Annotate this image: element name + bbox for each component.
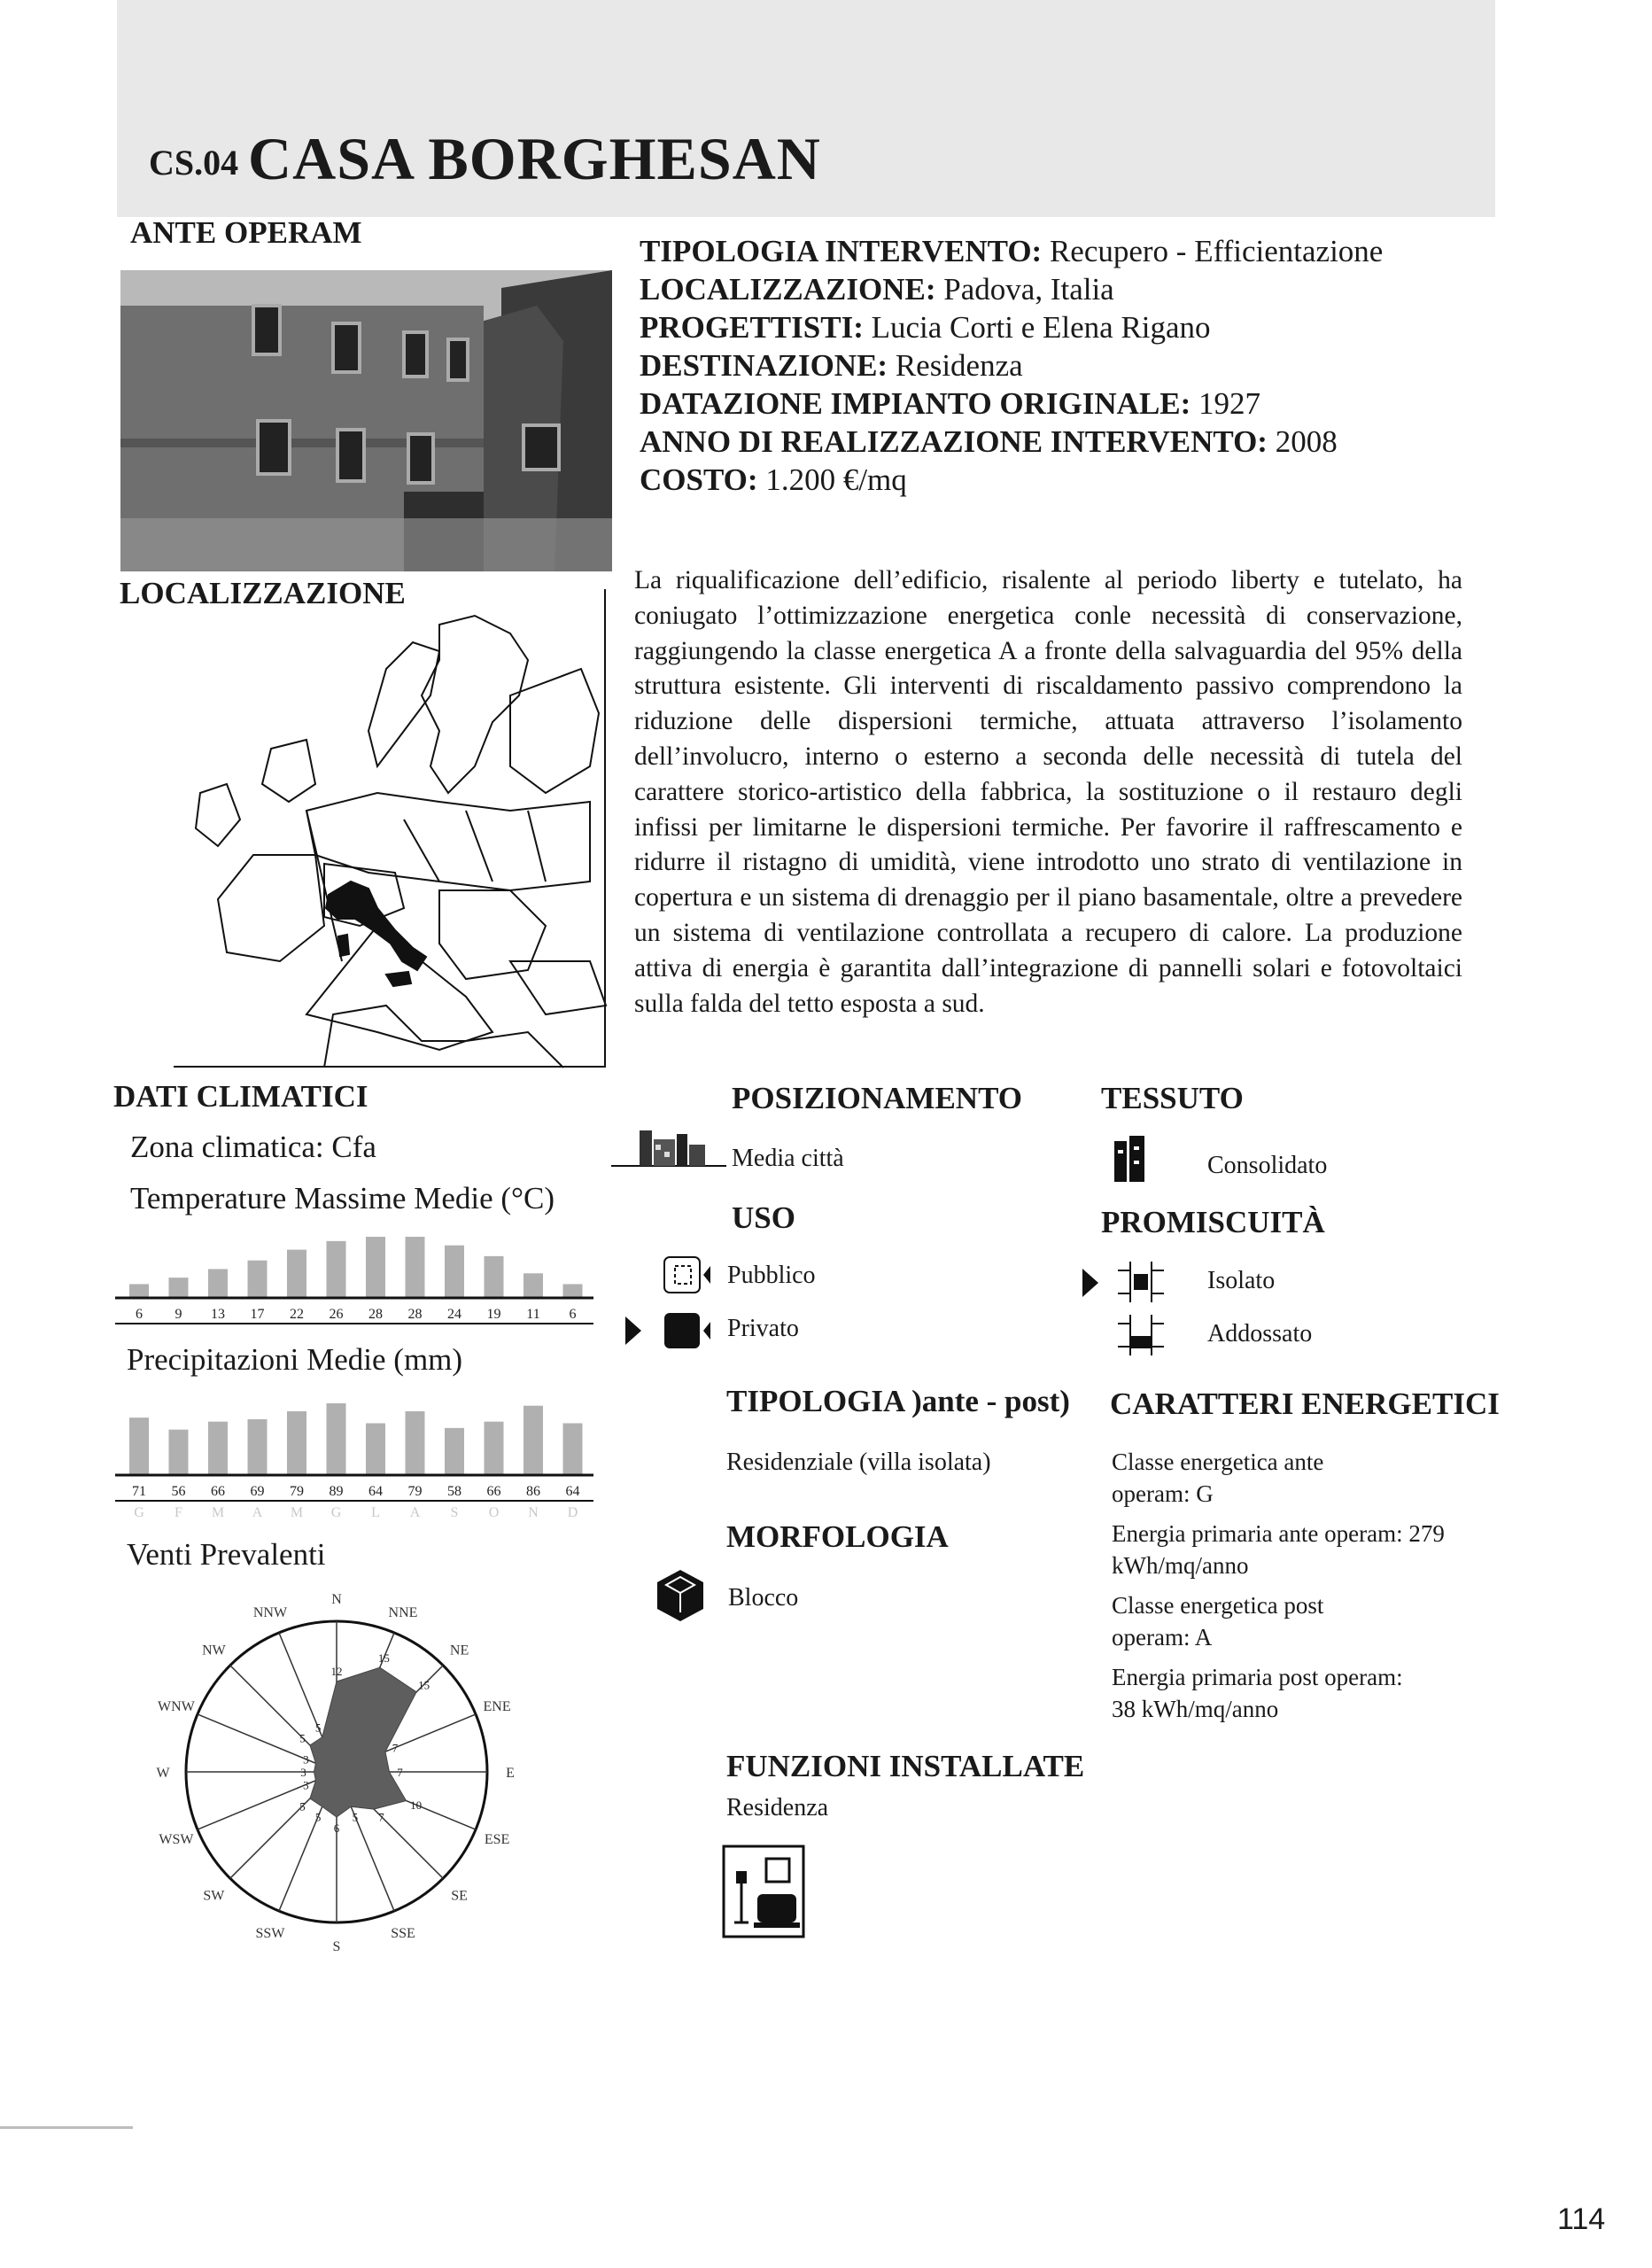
info-row-progettisti: PROGETTISTI: Lucia Corti e Elena Rigano [640,310,1211,345]
section-caratteri-energetici: CARATTERI ENERGETICI [1110,1386,1500,1421]
bar-value-label-0: 6 [136,1307,143,1322]
uso-privato-label: Privato [727,1315,799,1342]
bar-6 [366,1423,385,1474]
wind-dir-label-SSE: SSE [391,1926,415,1942]
bar-0 [129,1418,149,1474]
temperature-chart [115,1231,593,1329]
bar-value-label-2: 66 [211,1484,225,1499]
promiscuita-isolato-label: Isolato [1207,1267,1276,1294]
wind-dir-label-E: E [506,1766,515,1781]
wind-dir-label-ESE: ESE [484,1832,510,1848]
month-label-5: G [330,1505,342,1520]
wind-rose-chart [142,1581,531,1954]
section-tessuto: TESSUTO [1101,1081,1244,1115]
bar-value-label-10: 11 [526,1307,540,1322]
page-number: 114 [1557,2202,1606,2236]
wind-value-label-1: 15 [377,1651,390,1666]
uso-selected-arrow-icon [625,1317,641,1345]
section-uso: USO [732,1200,795,1235]
project-info [640,232,1534,499]
bar-1 [169,1430,189,1474]
bar-value-label-6: 64 [368,1484,383,1499]
bar-7 [406,1237,425,1297]
wind-value-label-10: 5 [299,1799,306,1814]
wind-dir-label-S: S [332,1939,341,1954]
wind-value-label-9: 5 [314,1810,322,1824]
info-row-costo: COSTO: 1.200 €/mq [640,462,907,497]
block-cube-icon [655,1568,705,1627]
bar-10 [524,1406,543,1474]
uso-pubblico-label: Pubblico [727,1262,816,1289]
wind-dir-label-NW: NW [202,1643,226,1658]
bar-value-label-5: 26 [329,1307,344,1322]
bar-9 [485,1256,504,1297]
month-label-0: G [134,1505,144,1520]
bar-value-label-9: 19 [486,1307,501,1322]
wind-value-label-12: 3 [300,1766,306,1779]
section-funzioni-installate: FUNZIONI INSTALLATE [726,1749,1085,1783]
bar-value-label-4: 22 [290,1307,304,1322]
funzioni-value: Residenza [726,1794,829,1821]
bar-2 [208,1422,228,1474]
section-dati-climatici: DATI CLIMATICI [113,1079,368,1114]
bar-10 [524,1273,543,1297]
private-space-icon [663,1311,712,1355]
bar-value-label-2: 13 [211,1307,225,1322]
energia-ante: Energia primaria ante operam: 279 kWh/mq/anno [1112,1520,1445,1579]
section-ante-operam: ANTE OPERAM [130,215,362,250]
section-localizzazione: LOCALIZZAZIONE [120,576,406,610]
bar-8 [445,1428,464,1474]
bar-5 [327,1403,346,1474]
wind-value-label-15: 5 [314,1720,322,1735]
wind-value-label-6: 7 [378,1810,384,1824]
precipitation-chart [115,1400,593,1528]
case-code: CS.04 [149,143,239,183]
wind-value-label-14: 5 [299,1731,306,1745]
dense-blocks-icon [1114,1136,1144,1186]
section-morfologia: MORFOLOGIA [726,1519,949,1554]
bar-value-label-6: 28 [368,1307,383,1322]
bar-3 [248,1419,268,1474]
section-promiscuita: PROMISCUITÀ [1101,1205,1325,1239]
bar-1 [169,1278,189,1297]
section-posizionamento: POSIZIONAMENTO [732,1081,1023,1115]
bar-value-label-5: 89 [329,1484,344,1499]
morfologia-value: Blocco [728,1584,799,1612]
wind-dir-label-WNW: WNW [158,1698,195,1714]
wind-value-label-0: 12 [330,1665,343,1678]
classe-post: Classe energetica post operam: A [1112,1592,1324,1651]
wind-value-label-11: 3 [303,1778,309,1792]
info-row-datazione: DATAZIONE IMPIANTO ORIGINALE: 1927 [640,386,1261,421]
info-row-destinazione: DESTINAZIONE: Residenza [640,348,1023,383]
month-label-10: N [528,1505,539,1520]
bar-value-label-10: 86 [526,1484,540,1499]
wind-dir-label-NE: NE [449,1643,469,1658]
bar-value-label-4: 79 [290,1484,304,1499]
bar-11 [563,1284,583,1297]
classe-ante: Classe energetica ante operam: G [1112,1449,1324,1507]
info-row-anno: ANNO DI REALIZZAZIONE INTERVENTO: 2008 [640,424,1338,459]
wind-dir-label-NNE: NNE [388,1604,418,1620]
month-label-1: F [175,1505,182,1520]
attached-building-icon [1118,1315,1164,1360]
wind-dir-label-SE: SE [451,1888,468,1904]
page-title: CASA BORGHESAN [248,125,821,192]
bar-value-label-3: 17 [250,1307,265,1322]
bar-value-label-0: 71 [132,1484,146,1499]
residence-icon [722,1845,805,1943]
bar-value-label-3: 69 [250,1484,265,1499]
month-label-9: O [488,1505,500,1520]
month-label-8: S [450,1505,459,1520]
tessuto-label: Consolidato [1207,1152,1328,1179]
bar-value-label-11: 64 [565,1484,580,1499]
bar-value-label-9: 66 [486,1484,501,1499]
energia-post: Energia primaria post operam: 38 kWh/mq/anno [1112,1664,1403,1722]
bar-value-label-7: 79 [407,1484,423,1499]
wind-value-label-13: 3 [303,1752,309,1767]
tipologia-value: Residenziale (villa isolata) [726,1449,991,1476]
wind-value-label-5: 10 [410,1798,423,1813]
bar-6 [366,1237,385,1297]
isolated-building-icon [1118,1262,1164,1307]
info-row-localizzazione: LOCALIZZAZIONE: Padova, Italia [640,272,1114,307]
wind-dir-label-N: N [331,1592,342,1607]
wind-value-label-3: 7 [392,1741,399,1755]
wind-value-label-7: 5 [352,1810,359,1824]
month-label-3: A [252,1505,263,1520]
bar-9 [485,1422,504,1474]
bar-4 [287,1411,306,1474]
month-label-4: M [290,1505,304,1520]
description-text: La riqualificazione dell’edificio, risalente al periodo liberty e tutelato, ha coniugato l’ottimizzazione energetica conle necessità di conservazione, raggiungendo la classe energetica A a fronte della salvaguardia del 95% della struttura esistente. Gli interventi di riscaldamento passivo comprendono la riduzione delle dispersioni termiche, attuata attraverso l’isolamento dell’involucro, interno o esterno a seconda delle necessità di tutela del carattere storico-artistico della fabbrica, la sostituzione o il restauro degli infissi per limitarne le dispersioni termiche. Per favorire il raffrescamento e ridurre il ristagno di umidità, viene introdotto uno strato di ventilazione in copertura e un sistema di drenaggio per il piano basamentale, oltre a prevedere un sistema di ventilazione controllata a recupero di calore. La produzione attiva di energia è garantita dall’integrazione di pannelli solari e fotovoltaici sulla falda del tetto esposta a sud. [634,566,1462,1018]
month-label-6: L [371,1505,380,1520]
bar-value-label-1: 9 [175,1307,182,1322]
climate-zone: Zona climatica: Cfa [130,1130,376,1164]
month-label-11: D [567,1505,578,1520]
section-tipologia: TIPOLOGIA )ante - post) [726,1384,1070,1418]
wind-dir-label-W: W [156,1766,170,1781]
bar-value-label-7: 28 [407,1307,423,1322]
bar-value-label-8: 58 [447,1484,461,1499]
month-label-2: M [211,1505,225,1520]
public-space-icon [663,1255,712,1299]
bar-value-label-11: 6 [569,1307,577,1322]
wind-dir-label-NNW: NNW [252,1604,288,1620]
city-icon [611,1125,726,1174]
wind-dir-label-SSW: SSW [255,1926,285,1942]
wind-dir-label-ENE: ENE [483,1698,511,1714]
bar-3 [248,1261,268,1297]
promiscuita-addossato-label: Addossato [1207,1320,1313,1348]
promiscuita-selected-arrow-icon [1082,1269,1098,1297]
map-frame [174,589,606,1068]
wind-value-label-8: 6 [333,1821,340,1835]
precip-chart-title: Precipitazioni Medie (mm) [127,1342,463,1377]
month-label-7: A [409,1505,421,1520]
page-edge-line [0,2126,133,2129]
bar-value-label-8: 24 [447,1307,461,1322]
bar-7 [406,1411,425,1474]
temp-chart-title: Temperature Massime Medie (°C) [130,1181,555,1216]
bar-2 [208,1269,228,1297]
bar-5 [327,1241,346,1297]
bar-8 [445,1246,464,1297]
wind-dir-label-SW: SW [203,1888,225,1904]
bar-0 [129,1284,149,1297]
wind-chart-title: Venti Prevalenti [127,1537,326,1572]
info-row-tipologia: TIPOLOGIA INTERVENTO: Recupero - Efficientazione [640,234,1384,268]
wind-area [310,1667,416,1817]
bar-value-label-1: 56 [171,1484,186,1499]
wind-dir-label-WSW: WSW [159,1832,194,1848]
building-photo [120,270,612,571]
bar-4 [287,1250,306,1297]
wind-value-label-4: 7 [397,1766,403,1779]
posizionamento-label: Media città [732,1145,844,1172]
wind-value-label-2: 15 [418,1678,430,1692]
bar-11 [563,1423,583,1474]
